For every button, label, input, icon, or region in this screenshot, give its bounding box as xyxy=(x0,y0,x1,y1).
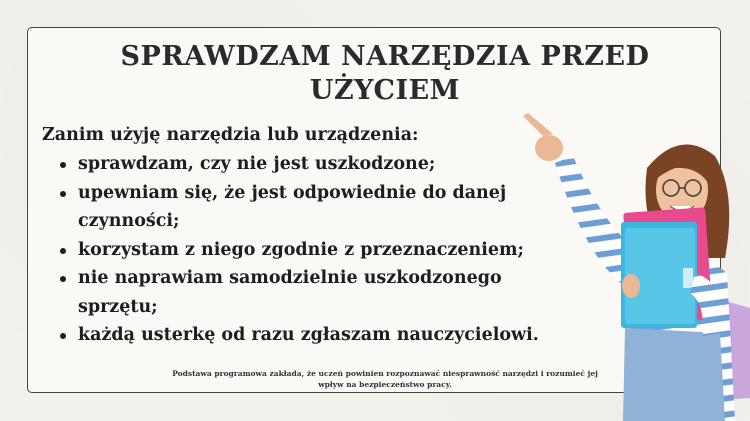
pointing-finger-shape xyxy=(523,113,553,136)
slide-title: SPRAWDZAM NARZĘDZIA PRZED UŻYCIEM xyxy=(120,41,650,106)
list-item: nie naprawiam samodzielnie uszkodzonego sprzętu; xyxy=(58,264,548,321)
intro-text: Zanim użyję narzędzia lub urządzenia: xyxy=(42,125,419,145)
list-item: sprawdzam, czy nie jest uszkodzone; xyxy=(58,150,548,179)
list-item: korzystam z niego zgodnie z przeznaczeniem; xyxy=(58,236,548,265)
student-pointing-photo xyxy=(515,108,750,421)
jeans-shape xyxy=(623,328,725,421)
hand-shape xyxy=(535,135,563,161)
list-item: upewniam się, że jest odpowiednie do danej czynności; xyxy=(58,179,548,236)
bullet-list xyxy=(58,150,548,350)
list-item: każdą usterkę od razu zgłaszam nauczycielowi. xyxy=(58,321,548,350)
footnote: Podstawa programowa zakłada, że uczeń powinien rozpoznawać niesprawność narzędzi i rozumieć jej wpływ na bezpieczeństwo pracy. xyxy=(172,369,598,389)
